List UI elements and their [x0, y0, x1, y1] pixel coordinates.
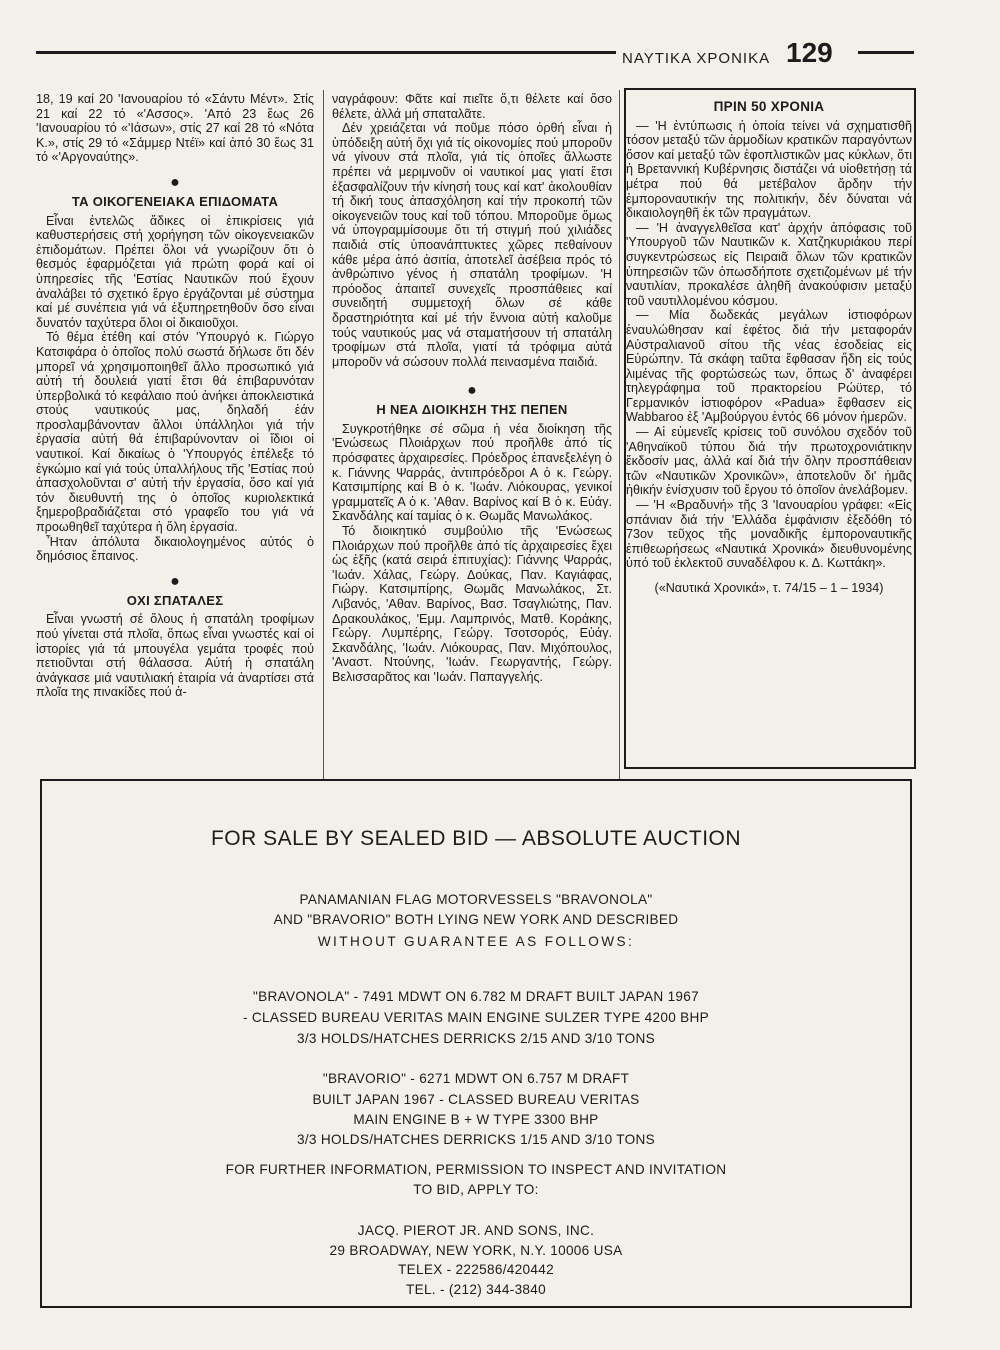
page-number: 129 — [786, 37, 833, 68]
ad-vessel2-line-4: 3/3 HOLDS/HATCHES DERRICKS 1/15 AND 3/10 TONS — [297, 1132, 655, 1147]
header-rule-right — [858, 51, 914, 54]
col2-paragraph-1: ναγράφουν: Φᾶτε καί πιεῖτε ὅ,τι θέλετε καί ὅσο θέλετε, ἀλλά μή σπαταλᾶτε. — [332, 92, 612, 121]
header-rule-left — [36, 51, 616, 54]
magazine-title: ΝΑΥΤΙΚΑ ΧΡΟΝΙΚΑ — [622, 50, 771, 67]
col1-paragraph-5: Εἶναι γνωστή σέ ὅλους ἡ σπατάλη τροφίμων πού γίνεται στά πλοῖα, ὅπως εἶναι γνωστές καί οἱ ἱστορίες γιά τά μπουγέλα γεμάτα τροφές πού πετιοῦνται στή θάλασσα. Αὐτή ἡ σπατάλη ἀνάγκασε μιά ναυτιλιακή ἑταιρία νά ἀναρτίσει στά πλοῖα της πινακίδες πού ἀ- — [36, 612, 314, 700]
ad-contact-company: JACQ. PIEROT JR. AND SONS, INC. — [357, 1223, 595, 1238]
col1-paragraph-3: Τό θέμα ἐτέθη καί στόν 'Υπουργό κ. Γιώργο Κατσιφάρα ὁ ὁποῖος πολύ σωστά δήλωσε ὅτι δέν μπορεῖ νά χρησιμοποιηθεῖ ἄλλο προσωπικό γιά αὐτή τή δουλειά γιατί ἔτσι θά ἐπιβαρυνόταν ὑπερβολικά τό κεφάλαιο πού ἀνήκει ἀποκλειστικά στούς ναυτικούς μας, δηλαδή ἐάν προσλαμβάνονταν ἄλλοι ὑπάλληλοι γιά τήν ἐργασία αὐτή θά ἐπιβαρύνονταν οἱ ἴδιοι οἱ ναυτικοί. Καί δικαίως ὁ 'Υπουργός ἐπέλεξε τό ἐγκώμιο καί γιά τούς ὑπαλλήλους τῆς 'Εστίας πού ἀπασχολοῦνται σ' αὐτή τήν ἐργασία, ὅσο καί γιά τόν διευθυντή της ὁ ὁποῖος κυριολεκτικά ξημεροβραδιάζεται στό γραφεῖο του γιά νά προωθηθεῖ ταχύτερα ἡ ὅλη ἐργασία. — [36, 330, 314, 535]
bullet-icon: ● — [467, 382, 477, 400]
ad-contact-telex: TELEX - 222586/420442 — [398, 1262, 554, 1277]
ad-intro-line-2: AND "BRAVORIO" BOTH LYING NEW YORK AND DESCRIBED — [273, 912, 679, 927]
col2-paragraph-3: Συγκροτήθηκε σέ σῶμα ἡ νέα διοίκηση τῆς 'Ενώσεως Πλοιάρχων πού προῆλθε ἀπό τίς πρόσφατες ἀρχαιρεσίες. Πρόεδρος ἐπανεξελέγη ὁ κ. Γιάννης Ψαρράς, ἀντιπρόεδροι Α ὁ κ. Γεώργ. Κατσιμπίρης καί Β ὁ κ. 'Ιωάν. Λιόκουρας, γενικοί γραμματεῖς Α ὁ κ. 'Αθαν. Βαρίνος καί Β ὁ κ. Εὐάγ. Σκανδάλης καί ταμίας ὁ κ. Θωμᾶς Μανωλάκος. — [332, 421, 612, 524]
ad-vessel1-line-3: 3/3 HOLDS/HATCHES DERRICKS 2/15 AND 3/10 TONS — [297, 1031, 655, 1046]
column-divider-1 — [323, 90, 324, 780]
heading-new-administration: Η ΝΕΑ ΔΙΟΙΚΗΣΗ ΤΗΣ ΠΕΠΕΝ — [376, 402, 568, 418]
heading-fifty-years-ago: ΠΡΙΝ 50 ΧΡΟΝΙΑ — [713, 99, 825, 114]
ad-vessel1-line-2: - CLASSED BUREAU VERITAS MAIN ENGINE SULZER TYPE 4200 BHP — [242, 1010, 710, 1025]
col3-paragraph-5: — 'Η «Βραδυνή» τῆς 3 'Ιανουαρίου γράφει: «Εἰς σπάνιαν διά τήν 'Ελλάδα ἐμφάνισιν ἐξεδόθη τό 73ον τεῦχος τῆς μοναδικῆς ἐμπορoναυτικῆς ἐπιθεωρήσεως «Ναυτικά Χρονικά» διευθυνομένης ὑπό τοῦ ἐκλεκτοῦ συναδέλφου κ. Δ. Κωττάκη». — [626, 498, 912, 571]
col1-paragraph-1: 18, 19 καί 20 'Ιανουαρίου τό «Σάντυ Μέντ». Στίς 21 καί 22 τό «'Ασσος». 'Από 23 ἕως 26 'Ιανουαρίου τό «'Ιάσων», στίς 27 καί 28 τό «Νότα Κ.», στίς 29 τό «Σάμμερ Ντέϊ» καί ἀπό 30 ἕως 31 τό «'Αργοναύτης». — [36, 92, 314, 165]
ad-vessel2-line-1: "BRAVORIO" - 6271 MDWT ON 6.757 M DRAFT — [322, 1071, 630, 1086]
col2-paragraph-4: Τό διοικητικό συμβούλιο τῆς 'Ενώσεως Πλοιάρχων πού προῆλθε ἀπό τίς ἀρχαιρεσίες ἔχει ὡς ἑξῆς (κατά σειρά ἐπιτυχίας): Γιάννης Ψαρράς, 'Ιωάν. Χάλας, Γεώργ. Δούκας, Παν. Καγιάφας, Γιώργ. Κατσιμπίρης, Θωμᾶς Μανωλάκος, Στ. Λιβανός, 'Αθαν. Βαρίνος, Βασ. Τσαγλιώτης, Παν. Δρακουλάκος, 'Εμμ. Λαμπρινός, Ματθ. Κοράκης, Γεώργ. Λυμπέρης, Γεώργ. Τσοτσορός, Εὐάγ. Σκανδάλης, 'Ιωάν. Λιόκουρας, Παν. Μιχόπουλος, 'Αναστ. Ντούνης, 'Ιωάν. Γεωργαντής, Γεώργ. Βελισσαρᾶτος και 'Ιωάν. Παπαγγελής. — [332, 524, 612, 684]
ad-info-line-1: FOR FURTHER INFORMATION, PERMISSION TO INSPECT AND INVITATION — [225, 1162, 727, 1177]
column-2 — [332, 92, 612, 685]
bullet-icon: ● — [170, 572, 180, 590]
heading-no-waste: ΟΧΙ ΣΠΑΤΑΛΕΣ — [126, 592, 224, 608]
ad-intro-line-3: WITHOUT GUARANTEE AS FOLLOWS: — [317, 934, 635, 949]
ad-vessel1-line-1: "BRAVONOLA" - 7491 MDWT ON 6.782 M DRAFT BUILT JAPAN 1967 — [252, 989, 700, 1004]
ad-intro-line-1: PANAMANIAN FLAG MOTORVESSELS "BRAVONOLA" — [299, 892, 653, 907]
ad-title: FOR SALE BY SEALED BID — ABSOLUTE AUCTION — [210, 827, 742, 850]
ad-vessel2-line-3: MAIN ENGINE B + W TYPE 3300 BHP — [353, 1112, 599, 1127]
ad-contact-telephone: TEL. - (212) 344-3840 — [405, 1282, 547, 1297]
heading-family-allowances: ΤΑ ΟΙΚΟΓΕΝΕΙΑΚΑ ΕΠΙΔΟΜΑΤΑ — [71, 193, 279, 209]
bullet-icon: ● — [170, 173, 180, 191]
col2-paragraph-2: Δέν χρειάζεται νά ποῦμε πόσο ὀρθή εἶναι ἡ ὑπόδειξη αὐτή ὄχι γιά τίς οἰκονομίες πού μποροῦν νά γίνουν στά πλοῖα, γιά τίς ὁποῖες ἄλλωστε πρέπει νά μεριμνοῦν οἱ ναυτικοί μας γιατί ἔτσι ἐξασφαλίζουν τήν κίνησή τους καί κατ' ἀκολουθίαν τή δική τους ἀπασχόληση καί τήν προκοπή τῶν οἰκογενειῶν τους καί τοῦ τόπου. Μποροῦμε ὅμως νά ὑπογραμμίσουμε ὅτι τή στιγμή πού χιλιάδες παιδιά στίς ὑποανάπτυκτες χῶρες πεθαίνουν κάθε μέρα ἀπό ἀσιτία, ἀποτελεῖ ἀσέβεια πρός τό ἀνθρώπινο γένος ἡ σπατάλη τροφίμων. 'Η πρόοδος ἀπαιτεῖ συνεχεῖς προσπάθειες καί συνειδητή συμμετοχή ὅλων σέ κάθε δραστηριότητα καί μέ τήν ἔννοια αὐτή καλοῦμε τούς ναυτικούς μας νά σταματήσουν τή σπατάλη τροφίμων στά πλοῖα, γιατί τά τρόφιμα αὐτά μποροῦν νά σώσουν πολλά πεινασμένα παιδιά. — [332, 121, 612, 369]
col3-paragraph-3: — Μία δωδεκάς μεγάλων ἱστιοφόρων ἐναυλώθησαν καί ἐφέτος διά τήν μεταφοράν Αὐστραλιανοῦ σίτου τῆς νέας ἐσοδείας εἰς Εὐρώπην. Τά σκάφη ταῦτα ἔφθασαν ἤδη εἰς τούς λιμένας τῆς φορτώσεώς των, ὅπως δ' ἀναφέρει τηλεγράφημα τοῦ πρακτορείου Ρώϋτερ, τό Γερμανικόν ἱστιοφόρον «Padua» ἔφθασεν εἰς Wabbaroo ἐξ 'Αμβούργου ἐντός 66 μόνον ἡμερῶν. — [626, 308, 912, 425]
col3-paragraph-4: — Αἱ εὐμενεῖς κρίσεις τοῦ συνόλου σχεδόν τοῦ 'Αθηναϊκοῦ τύπου διά τήν πρωτοχρονιάτικην ἔκδοσίν μας, ἀλλά καί διά τήν ὅλην προσπάθειαν τῶν «Ναυτικῶν Χρονικῶν», ἀποτελοῦν δι' ἡμᾶς ἠθικήν ἐνίσχυσιν τοῦ ἔργου τό ὁποῖον ἀνελάβομεν. — [626, 425, 912, 498]
column-1 — [36, 92, 314, 700]
col3-paragraph-2: — 'Η ἀναγγελθεῖσα κατ' ἀρχήν ἀπόφασις τοῦ 'Υπουργοῦ τῶν Ναυτικῶν κ. Χατζηκυριάκου περί συγκεντρώσεως εἰς Πειραιᾶ ὅλων τῶν κρατικῶν ὑπηρεσιῶν τῶν ὁπωσδήποτε σχετιζομένων μέ τήν ναυτιλίαν, προκαλέσε ἀληθῆ ἀνακούφισιν μεταξύ τοῦ ναυτιλλομένου κόσμου. — [626, 220, 912, 308]
ad-info-line-2: TO BID, APPLY TO: — [413, 1182, 539, 1197]
column-3 — [626, 92, 912, 596]
col1-paragraph-4: Ἦταν ἀπόλυτα δικαιολογημένος αὐτός ὁ δημόσιος ἔπαινος. — [36, 534, 314, 564]
ad-contact-address: 29 BROADWAY, NEW YORK, N.Y. 10006 USA — [329, 1243, 623, 1258]
col1-paragraph-2: Εἶναι ἐντελῶς ἄδικες οἱ ἐπικρίσεις γιά καθυστερήσεις στή χορήγηση τῶν οἰκογενειακῶν ἐπιδομάτων. Πρέπει ὅλοι νά γνωρίζουν ὅτι ὁ θεσμός ἐφαρμόζεται γιά πρώτη φορά καί οἱ ὑπηρεσίες τῆς 'Εστίας Ναυτικῶν πού ἔχουν ἀναλάβει τό σχετικό ἔργο ἐργάζονται μέ σύστημα καί μέ συνέπεια γιά νά ἐξυπηρετηθοῦν ὅσο εἶναι δυνατόν ταχύτερα ὅλοι οἱ δικαιοῦχοι. — [36, 213, 314, 330]
column-divider-2 — [619, 90, 620, 780]
ad-vessel2-line-2: BUILT JAPAN 1967 - CLASSED BUREAU VERITAS — [312, 1092, 640, 1107]
auction-advertisement — [40, 779, 912, 1308]
col3-source: («Ναυτικά Χρονικά», τ. 74/15 – 1 – 1934) — [654, 581, 884, 595]
col3-paragraph-1: — 'Η ἐντύπωσις ἡ ὁποία τείνει νά σχηματισθῆ τόσον μεταξύ τῶν ἁρμοδίων κρατικῶν παραγόντων ὅσον καί μεταξύ τῶν ἐφοπλιστικῶν μας κύκλων, ὅτι ἡ Βρεταννική Κυβέρνησις διστάζει νά υἱοθετήσῃ τά μέτρα πού θά μετέβαλον ἄρδην τήν ἐμποροναυτικήν της πολιτικήν, δέν δύναται νά δικαιολογηθῆ ἐκ τῶν πραγμάτων. — [626, 118, 912, 221]
